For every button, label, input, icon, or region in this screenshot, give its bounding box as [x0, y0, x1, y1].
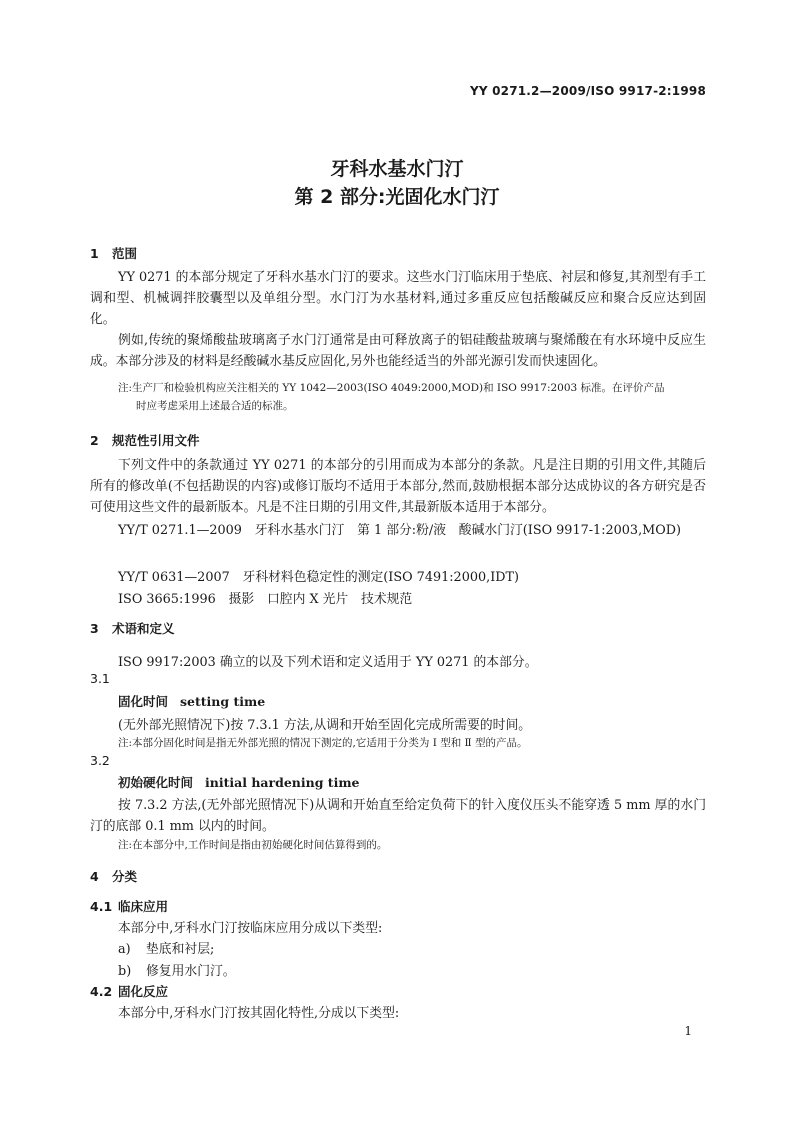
list-text: 垫底和衬层; [146, 942, 215, 957]
term-chinese: 固化时间 [118, 694, 169, 709]
document-title: 牙科水基水门汀 [330, 158, 464, 180]
note [118, 379, 708, 415]
term-definition: (无外部光照情况下)按 7.3.1 方法,从调和开始至固化完成所需要的时间。 [118, 718, 532, 733]
term-english: initial hardening time [205, 775, 360, 790]
section-title: 固化反应 [118, 984, 169, 999]
reference-item: YY/T 0271.1—2009 牙科水基水门汀 第 1 部分:粉/液 酸碱水门汀(ISO 9917-1:2003,MOD) [118, 523, 681, 538]
paragraph: ISO 9917:2003 确立的以及下列术语和定义适用于 YY 0271 的本部分。 [118, 655, 538, 670]
reference-item: YY/T 0631—2007 牙科材料色稳定性的测定(ISO 7491:2000,IDT) [118, 570, 520, 585]
section-number: 4.1 [90, 899, 113, 914]
paragraph: 下列文件中的条款通过 YY 0271 的本部分的引用而成为本部分的条款。凡是注日期的引用文件,其随后所有的修改单(不包括勘误的内容)或修订版均不适用于本部分,然而,鼓励根据本部分达成协议的各方研究是否可使用这些文件的最新版本。凡是不注日期的引用文件,其最新版本适用于本部分。 [90, 458, 706, 515]
section-1-heading [90, 244, 137, 262]
section-title: 规范性引用文件 [112, 433, 200, 448]
term-heading [118, 773, 360, 791]
list-label: b) [118, 964, 132, 979]
note-line: 注:生产厂和检验机构应关注相关的 YY 1042—2003(ISO 4049:2000,MOD)和 ISO 9917:2003 标准。在评价产品 [118, 382, 665, 394]
subsection-4-2-heading [90, 982, 168, 1000]
section-number: 4.2 [90, 984, 113, 999]
section-number: 4 [90, 869, 99, 884]
list-item [118, 938, 214, 957]
section-title: 范围 [112, 246, 138, 261]
paragraph: YY 0271 的本部分规定了牙科水基水门汀的要求。这些水门汀临床用于垫底、衬层和修复,其剂型有手工调和型、机械调拌胶囊型以及单组分型。水门汀为水基材料,通过多重反应包括酸碱反应和聚合反应达到固化。 [90, 270, 706, 327]
term-definition: 按 7.3.2 方法,(无外部光照情况下)从调和开始直至给定负荷下的针入度仪压头不能穿透 5 mm 厚的水门汀的底部 0.1 mm 以内的时间。 [90, 798, 706, 834]
document-subtitle: 第 2 部分:光固化水门汀 [294, 186, 500, 208]
list-text: 修复用水门汀。 [146, 964, 236, 979]
term-english: setting time [180, 694, 266, 709]
paragraph: 本部分中,牙科水门汀按临床应用分成以下类型: [118, 921, 383, 936]
section-3-heading [90, 619, 175, 637]
standard-code: YY 0271.2—2009/ISO 9917-2:1998 [469, 84, 706, 98]
term-chinese: 初始硬化时间 [118, 775, 194, 790]
section-2-heading [90, 431, 200, 449]
reference-item: ISO 3665:1996 摄影 口腔内 X 光片 技术规范 [118, 592, 413, 607]
page-number: 1 [684, 1024, 692, 1038]
paragraph: 例如,传统的聚烯酸盐玻璃离子水门汀通常是由可释放离子的铝硅酸盐玻璃与聚烯酸在有水环境中反应生成。本部分涉及的材料是经酸碱水基反应固化,另外也能经适当的外部光源引发而快速固化。 [90, 333, 706, 369]
note-line: 时应考虑采用上述最合适的标准。 [136, 400, 294, 412]
section-title: 临床应用 [118, 899, 169, 914]
paragraph: 本部分中,牙科水门汀按其固化特性,分成以下类型: [118, 1006, 400, 1021]
section-title: 术语和定义 [112, 621, 175, 636]
note: 注:本部分固化时间是指无外部光照的情况下测定的,它适用于分类为 Ⅰ 型和 Ⅱ 型的产品。 [118, 737, 528, 749]
section-number: 2 [90, 433, 99, 448]
list-item [118, 960, 236, 979]
section-number: 1 [90, 246, 99, 261]
term-number: 3.2 [90, 753, 110, 768]
note: 注:在本部分中,工作时间是指由初始硬化时间估算得到的。 [118, 839, 388, 851]
term-heading [118, 692, 265, 710]
section-title: 分类 [112, 869, 138, 884]
section-4-heading [90, 867, 137, 885]
term-number: 3.1 [90, 671, 110, 686]
list-label: a) [118, 942, 131, 957]
subsection-4-1-heading [90, 897, 168, 915]
section-number: 3 [90, 621, 99, 636]
